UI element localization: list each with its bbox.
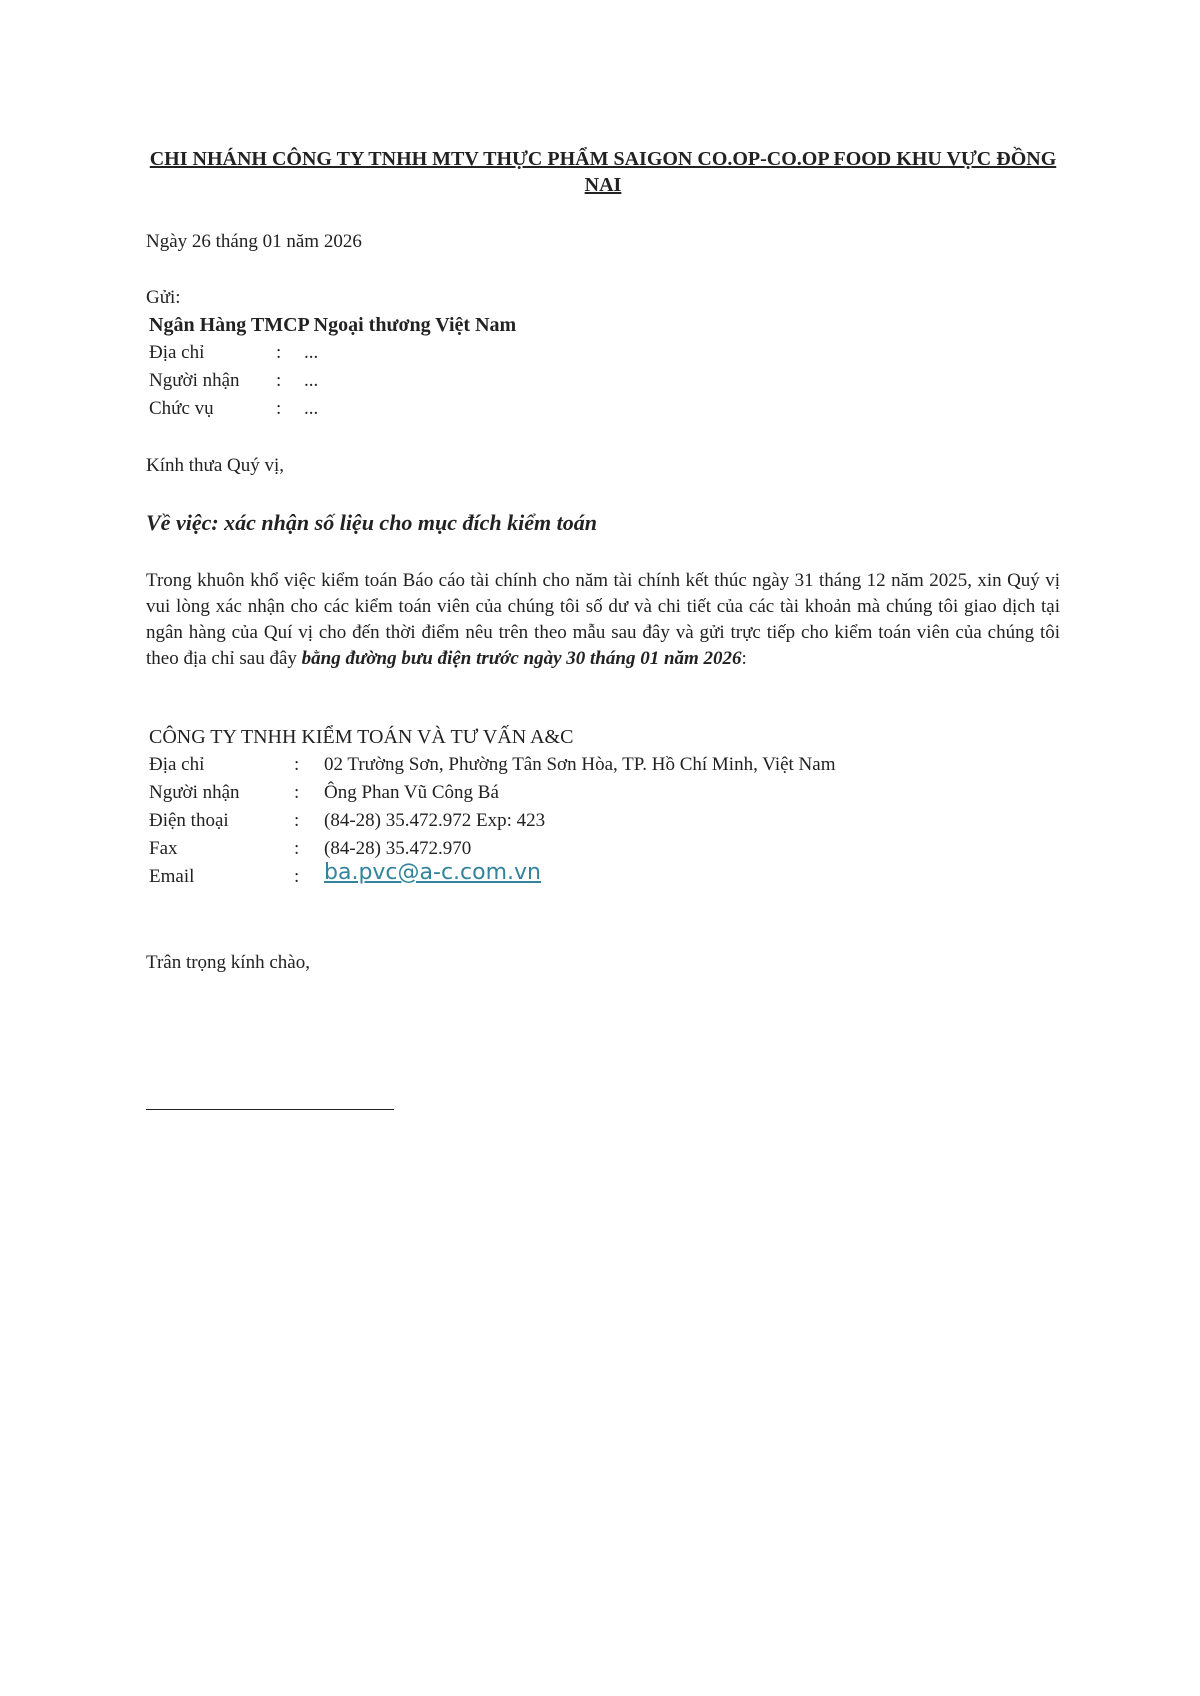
auditor-email-sep: : xyxy=(294,866,300,887)
body-emphasis: bằng đường bưu điện trước ngày 30 tháng 01 năm 2026 xyxy=(301,648,742,669)
body-end: : xyxy=(741,648,747,669)
recipient-person-label: Người nhận xyxy=(149,370,240,391)
auditor-email-label: Email xyxy=(149,866,195,887)
recipient-bank-name: Ngân Hàng TMCP Ngoại thương Việt Nam xyxy=(149,314,517,336)
recipient-person-value: ... xyxy=(304,370,319,391)
recipient-position-sep: : xyxy=(276,398,282,419)
salutation: Kính thưa Quý vị, xyxy=(146,455,285,476)
auditor-person-value: Ông Phan Vũ Công Bá xyxy=(324,782,499,803)
body-paragraph xyxy=(146,568,1060,672)
recipient-position-label: Chức vụ xyxy=(149,398,214,419)
body-text: Trong khuôn khổ việc kiểm toán Báo cáo tài chính cho năm tài chính kết thúc ngày 31 tháng 12 năm 2025, xin Quý vị vui lòng xác nhận cho các kiểm toán viên của chúng tôi số dư và chi tiết của các tài khoản mà chúng tôi giao dịch tại ngân hàng của Quí vị cho đến thời điểm nêu trên theo mẫu sau đây và gửi trực tiếp cho kiểm toán viên của chúng tôi theo địa chỉ sau đây xyxy=(146,570,1060,669)
auditor-fax-value: (84-28) 35.472.970 xyxy=(324,838,472,859)
signature-line xyxy=(146,1109,394,1110)
subject-line: Về việc: xác nhận số liệu cho mục đích kiểm toán xyxy=(146,510,597,535)
auditor-address-value: 02 Trường Sơn, Phường Tân Sơn Hòa, TP. Hồ Chí Minh, Việt Nam xyxy=(324,754,836,775)
auditor-person-sep: : xyxy=(294,782,300,803)
auditor-phone-value: (84-28) 35.472.972 Exp: 423 xyxy=(324,810,546,831)
company-heading: CHI NHÁNH CÔNG TY TNHH MTV THỰC PHẨM SAIGON CO.OP-CO.OP FOOD KHU VỰC ĐỒNG NAI xyxy=(149,148,1057,196)
recipient-position-value: ... xyxy=(304,398,319,419)
recipient-address-sep: : xyxy=(276,342,282,363)
letter-date: Ngày 26 tháng 01 năm 2026 xyxy=(146,231,362,252)
auditor-address-sep: : xyxy=(294,754,300,775)
closing-line: Trân trọng kính chào, xyxy=(146,952,310,973)
recipient-person-sep: : xyxy=(276,370,282,391)
auditor-address-label: Địa chỉ xyxy=(149,754,205,775)
auditor-email-link[interactable]: ba.pvc@a-c.com.vn xyxy=(324,860,541,885)
auditor-phone-sep: : xyxy=(294,810,300,831)
to-label: Gửi: xyxy=(146,287,181,308)
auditor-fax-sep: : xyxy=(294,838,300,859)
recipient-address-label: Địa chỉ xyxy=(149,342,205,363)
recipient-address-value: ... xyxy=(304,342,319,363)
auditor-fax-label: Fax xyxy=(149,838,178,859)
auditor-company-name: CÔNG TY TNHH KIỂM TOÁN VÀ TƯ VẤN A&C xyxy=(149,726,574,748)
auditor-phone-label: Điện thoại xyxy=(149,810,229,831)
auditor-person-label: Người nhận xyxy=(149,782,240,803)
